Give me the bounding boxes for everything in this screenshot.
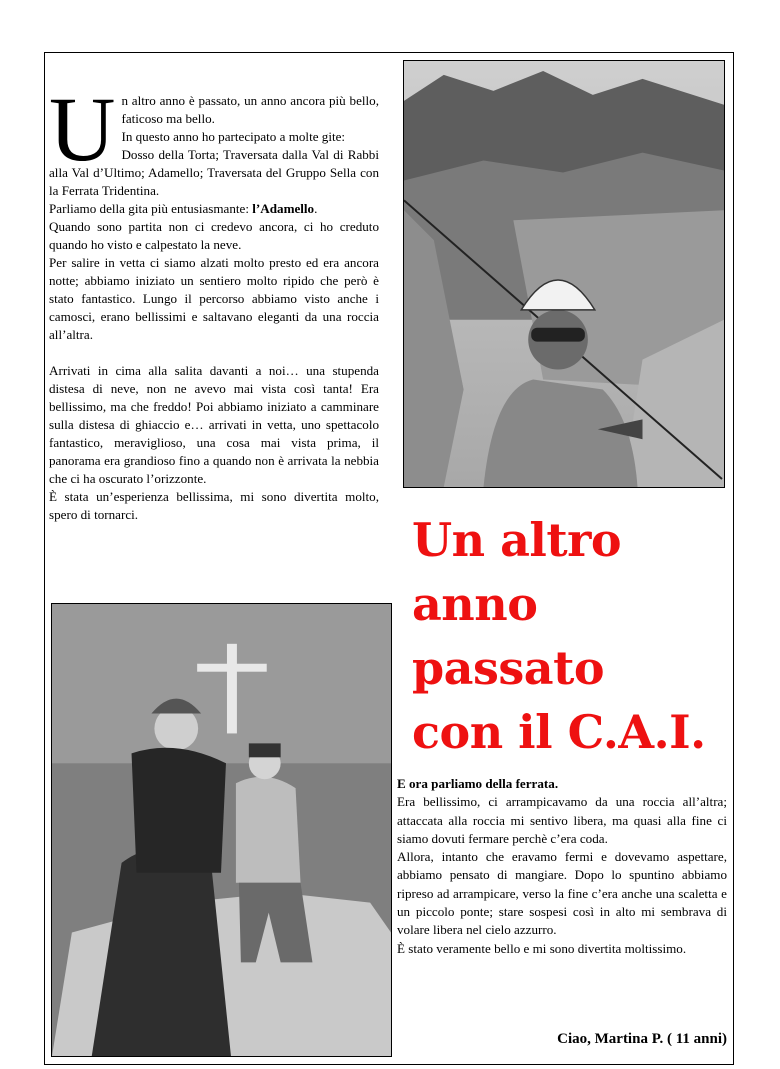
intro-paragraph: n altro anno è passato, un anno ancora più bello, faticoso ma bello. <box>121 93 379 126</box>
article-left-column <box>49 78 379 524</box>
closing-paragraph: È stata un’esperienza bellissima, mi sono divertita molto, spero di tornarci. <box>49 489 379 522</box>
dropcap: U <box>49 78 116 180</box>
summit-paragraph: Arrivati in cima alla salita davanti a noi… una stupenda distesa di neve, non ne avevo mai vista così tanta! Era bellissimo, ma che freddo! Poi abbiamo iniziato a camminare sulla distesa di ghiaccio e… arrivati in vetta, uno spettacolo fantastico, meraviglioso, una cosa mai vista prima, il panorama era grandioso fino a quando non è arrivata la nebbia che ci ha oscurato l’orizzonte. <box>49 363 379 486</box>
adamello-highlight: l’Adamello <box>252 201 315 216</box>
ferrata-paragraph-2: Allora, intanto che eravamo fermi e dovevamo aspettare, abbiamo pensato di mangiare. Dopo lo spuntino abbiamo ripreso ad arrampicare, verso la fine c’era anche una scaletta e un piccolo ponte; stare sospesi così in alto mi sembrava di volare libera nel cielo azzurro. <box>397 849 727 938</box>
headline-line-2: anno <box>412 577 538 631</box>
climbing-photo <box>403 60 725 488</box>
signature: Ciao, Martina P. ( 11 anni) <box>557 1031 727 1047</box>
headline <box>412 508 732 764</box>
headline-line-4: con il C.A.I. <box>412 705 706 759</box>
ferrata-column <box>397 775 727 958</box>
snow-paragraph: Quando sono partita non ci credevo ancora, ci ho creduto quando ho visto e calpestato la neve. <box>49 219 379 252</box>
ferrata-paragraph-1: Era bellissimo, ci arrampicavamo da una roccia all’altra; attaccata alla roccia mi sentivo libera, ma quasi alla fine ci siamo dovuti fermare perchè c’era coda. <box>397 794 727 846</box>
trips-list: Dosso della Torta; Traversata dalla Val di Rabbi alla Val d’Ultimo; Adamello; Traversata del Gruppo Sella con la Ferrata Tridentina. <box>49 147 379 198</box>
ferrata-paragraph-3: È stato veramente bello e mi sono divertita moltissimo. <box>397 940 687 956</box>
favorite-trip: Parliamo della gita più entusiasmante: l’Adamello. <box>49 201 318 216</box>
ascent-paragraph: Per salire in vetta ci siamo alzati molto presto ed era ancora notte; abbiamo iniziato un sentiero molto ripido che però è stato fantastico. Lungo il percorso abbiamo visto anche i camosci, erano bellissimi e saltavano eleganti da una roccia all’altra. <box>49 255 379 342</box>
ferrata-heading: E ora parliamo della ferrata. <box>397 776 559 791</box>
summit-photo <box>51 603 392 1057</box>
headline-line-1: Un altro <box>412 513 622 567</box>
trips-intro: In questo anno ho partecipato a molte gite: <box>121 129 346 144</box>
headline-line-3: passato <box>412 641 604 695</box>
